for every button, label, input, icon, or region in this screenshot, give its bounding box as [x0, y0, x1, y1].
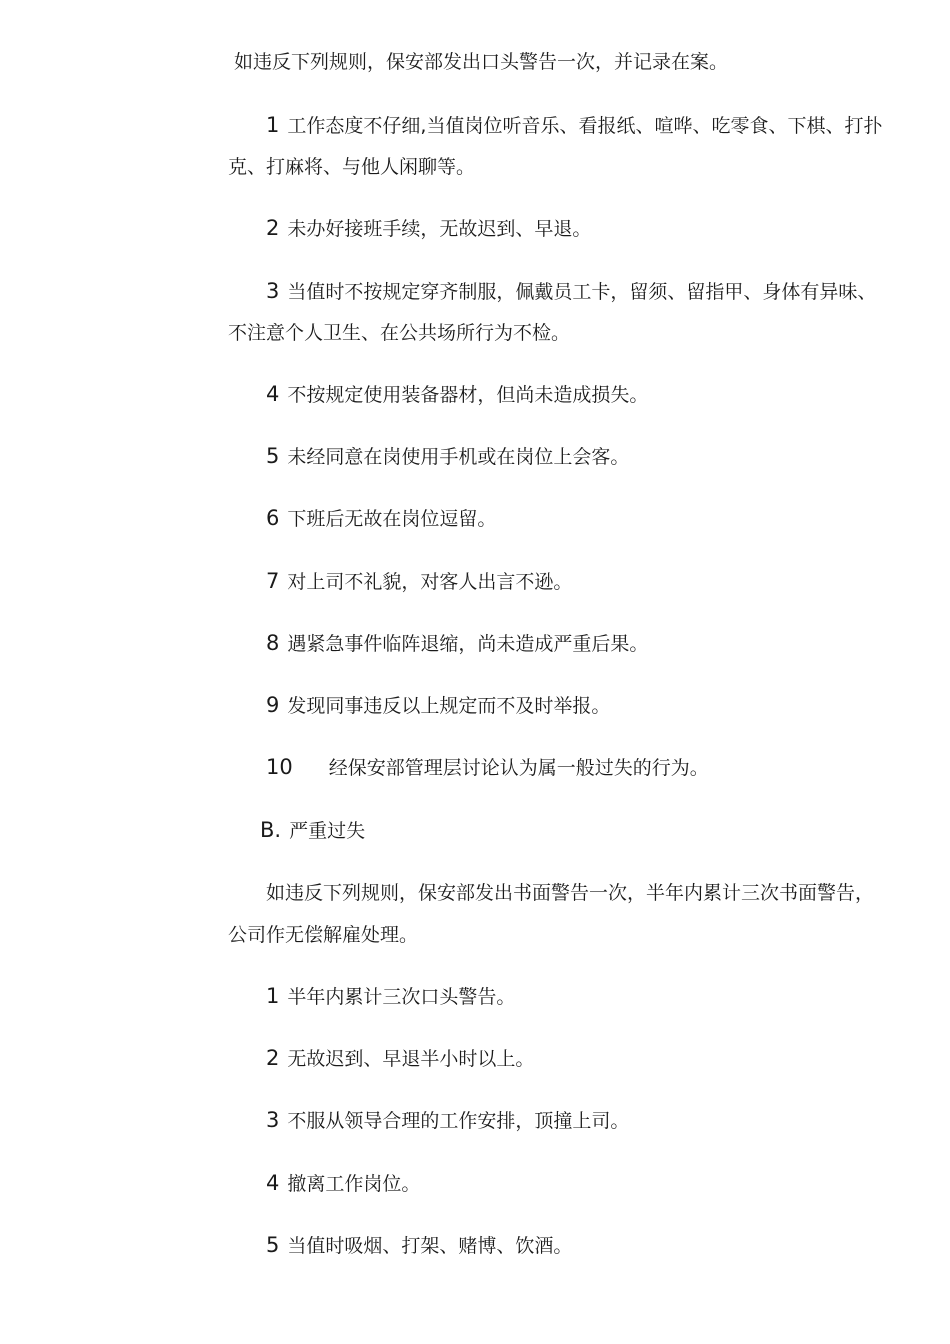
rule-number: 4 — [266, 1171, 280, 1195]
section-b-intro-line2: 公司作无偿解雇处理。 — [228, 924, 419, 946]
rule-item — [266, 278, 876, 305]
rule-number: 9 — [266, 693, 280, 717]
rule-text: 不按规定使用装备器材，但尚未造成损失。 — [287, 384, 649, 406]
rule-item — [266, 630, 648, 657]
rule-number: 10 — [266, 755, 293, 779]
rule-number: 7 — [266, 569, 280, 593]
rule-number: 5 — [266, 444, 280, 468]
rule-item — [266, 1045, 534, 1072]
rule-text: 遇紧急事件临阵退缩，尚未造成严重后果。 — [287, 633, 649, 655]
rule-text: 无故迟到、早退半小时以上。 — [287, 1048, 535, 1070]
rule-number: 2 — [266, 216, 280, 240]
rule-text-line1: 工作态度不仔细,当值岗位听音乐、看报纸、喧哗、吃零食、下棋、打扑 — [287, 115, 883, 137]
rule-text: 发现同事违反以上规定而不及时举报。 — [287, 695, 611, 717]
rule-item — [266, 1232, 572, 1259]
rule-text: 对上司不礼貌，对客人出言不逊。 — [287, 571, 573, 593]
section-b-intro-line1: 如违反下列规则，保安部发出书面警告一次，半年内累计三次书面警告， — [266, 882, 875, 904]
rule-item — [266, 1170, 420, 1197]
rule-text: 撤离工作岗位。 — [287, 1173, 421, 1195]
rule-item — [266, 1107, 629, 1134]
rule-number: 3 — [266, 1108, 280, 1132]
rule-item — [266, 215, 591, 242]
rule-item — [266, 443, 629, 470]
rule-text: 未经同意在岗使用手机或在岗位上会客。 — [287, 446, 630, 468]
rule-item — [266, 754, 709, 781]
rule-item — [266, 983, 515, 1010]
rule-item — [266, 505, 496, 532]
rule-text: 当值时吸烟、打架、赌博、饮酒。 — [287, 1235, 573, 1257]
rule-text: 不服从领导合理的工作安排，顶撞上司。 — [287, 1110, 630, 1132]
rule-text: 半年内累计三次口头警告。 — [287, 986, 516, 1008]
section-b-heading — [260, 817, 365, 844]
rule-number: 1 — [266, 113, 280, 137]
rule-text: 未办好接班手续，无故迟到、早退。 — [287, 218, 592, 240]
section-title: 严重过失 — [289, 820, 366, 842]
section-a-intro: 如违反下列规则，保安部发出口头警告一次，并记录在案。 — [234, 51, 729, 73]
rule-item — [266, 568, 572, 595]
section-label: B. — [260, 818, 282, 842]
rule-number: 2 — [266, 1046, 280, 1070]
rule-text: 下班后无故在岗位逗留。 — [287, 508, 497, 530]
rule-number: 4 — [266, 382, 280, 406]
rule-item — [266, 112, 882, 139]
rule-text-line2: 克、打麻将、与他人闲聊等。 — [228, 156, 476, 178]
rule-number: 8 — [266, 631, 280, 655]
rule-number: 1 — [266, 984, 280, 1008]
rule-item — [266, 381, 648, 408]
rule-number: 6 — [266, 506, 280, 530]
rule-text-line2: 不注意个人卫生、在公共场所行为不检。 — [228, 322, 571, 344]
rule-number: 3 — [266, 279, 280, 303]
rule-item — [266, 692, 610, 719]
rule-number: 5 — [266, 1233, 280, 1257]
rule-text-line1: 当值时不按规定穿齐制服，佩戴员工卡，留须、留指甲、身体有异味、 — [287, 281, 877, 303]
rule-text: 经保安部管理层讨论认为属一般过失的行为。 — [328, 757, 709, 779]
